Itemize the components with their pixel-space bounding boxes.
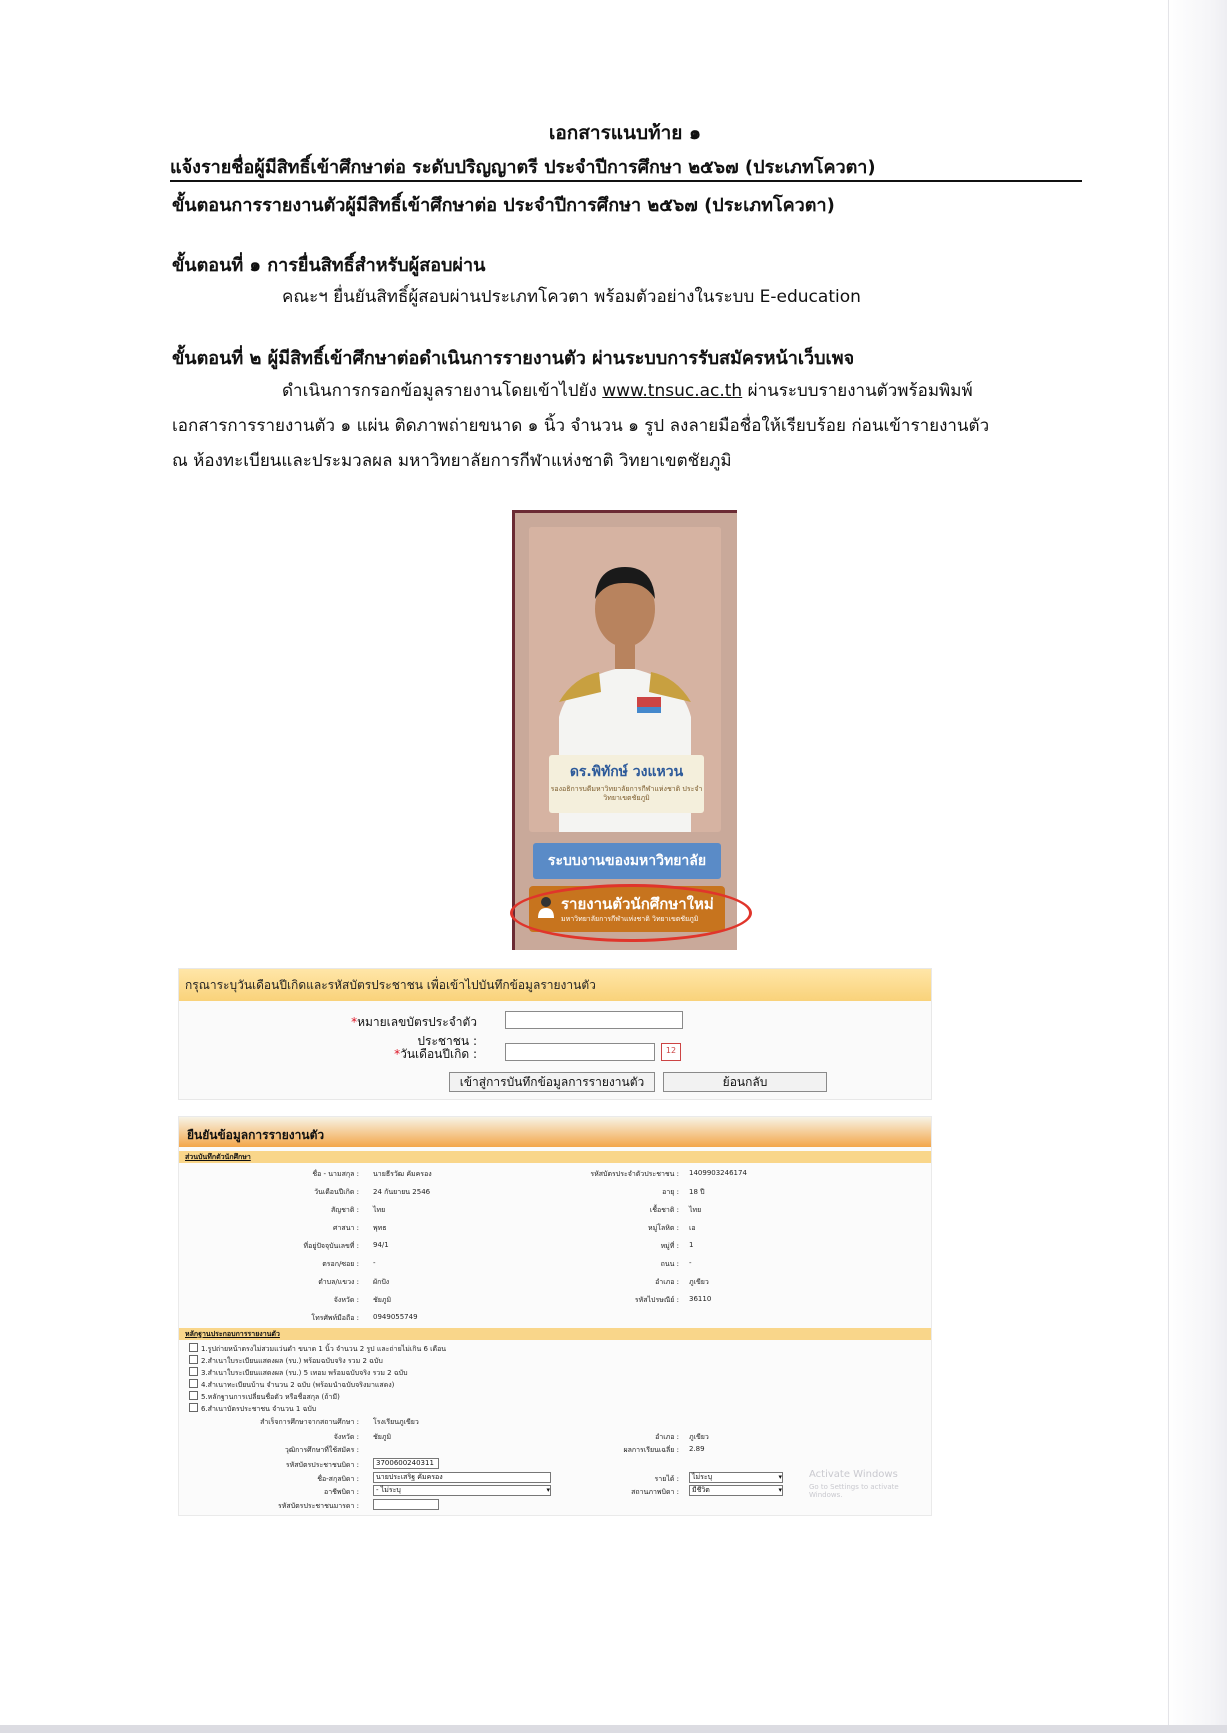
field-value: ไทย xyxy=(373,1206,386,1214)
portrait-photo xyxy=(529,527,721,832)
checkbox[interactable] xyxy=(189,1403,198,1412)
evidence-checkbox-row[interactable] xyxy=(189,1367,408,1379)
mother-id-input[interactable] xyxy=(373,1499,439,1510)
checkbox[interactable] xyxy=(189,1367,198,1376)
step1-text: คณะฯ ยื่นยันสิทธิ์ผู้สอบผ่านประเภทโควตา พร้อมตัวอย่างในระบบ E-education xyxy=(282,287,861,307)
field-value: ภูเขียว xyxy=(689,1278,709,1286)
field-value: ชัยภูมิ xyxy=(373,1296,392,1304)
document-heading: ขั้นตอนการรายงานตัวผู้มีสิทธิ์เข้าศึกษาต่อ ประจำปีการศึกษา ๒๕๖๗ (ประเภทโควตา) xyxy=(172,195,835,216)
confirm-form xyxy=(178,1116,932,1516)
father-id-input[interactable]: 3700600240311 xyxy=(373,1458,439,1469)
field-label: จังหวัด : xyxy=(333,1296,359,1304)
highlight-circle xyxy=(510,884,752,942)
windows-watermark-sub: Go to Settings to activate Windows. xyxy=(809,1483,899,1499)
checkbox-label: 1.รูปถ่ายหน้าตรงไม่สวมแว่นดำ ขนาด 1 นิ้ว จำนวน 2 รูป และถ่ายไม่เกิน 6 เดือน xyxy=(201,1345,447,1353)
school-label: สำเร็จการศึกษาจากสถานศึกษา : xyxy=(260,1418,359,1426)
student-section-header: ส่วนบันทึกตัวนักศึกษา xyxy=(179,1151,931,1163)
person-name-card xyxy=(549,755,704,813)
field-value: เอ xyxy=(689,1224,696,1232)
evidence-checkbox-row[interactable] xyxy=(189,1355,383,1367)
field-value: ไทย xyxy=(689,1206,702,1214)
school-value: โรงเรียนภูเขียว xyxy=(373,1418,419,1426)
field-label: ศาสนา : xyxy=(333,1224,359,1232)
calendar-icon[interactable]: 12 xyxy=(661,1043,681,1061)
field-value: ผักปัง xyxy=(373,1278,390,1286)
field-label: อายุ : xyxy=(662,1188,679,1196)
father-job-select[interactable] xyxy=(373,1485,551,1496)
field-value: นายธีรวัฒ คัมครอง xyxy=(373,1170,432,1178)
step2-line2: เอกสารการรายงานตัว ๑ แผ่น ติดภาพถ่ายขนาด ๑ นิ้ว จำนวน ๑ รูป ลงลายมือชื่อให้เรียบร้อย ก่อนเข้ารายงานตัว xyxy=(172,416,990,436)
field-label: ถนน : xyxy=(660,1260,679,1268)
field-value: 1 xyxy=(689,1241,694,1249)
father-name-label: ชื่อ-สกุลบิดา : xyxy=(317,1475,359,1483)
district-label: อำเภอ : xyxy=(655,1433,679,1441)
evidence-section-header: หลักฐานประกอบการรายงานตัว xyxy=(179,1328,931,1340)
gpa-label: ผลการเรียนเฉลี่ย : xyxy=(623,1446,679,1454)
step2-line1-pre: ดำเนินการกรอกข้อมูลรายงานโดยเข้าไปยัง xyxy=(282,381,597,401)
field-label: โทรศัพท์มือถือ : xyxy=(311,1314,359,1322)
person-caption: รองอธิการบดีมหาวิทยาลัยการกีฬาแห่งชาติ ประจำวิทยาเขตชัยภูมิ xyxy=(550,785,703,802)
checkbox-label: 3.สำเนาใบระเบียนแสดงผล (รบ.) 5 เทอม พร้อมฉบับจริง รวม 2 ฉบับ xyxy=(201,1369,408,1377)
enter-report-button[interactable]: เข้าสู่การบันทึกข้อมูลการรายงานตัว xyxy=(449,1072,655,1092)
chevron-down-icon: ▾ xyxy=(778,1486,782,1494)
field-value: - xyxy=(689,1259,692,1267)
field-label: รหัสไปรษณีย์ : xyxy=(634,1296,679,1304)
person-name: ดร.พิทักษ์ วงแหวน xyxy=(569,764,684,780)
father-name-input[interactable]: นายประเสริฐ คัมครอง xyxy=(373,1472,551,1483)
report-button-label: รายงานตัวนักศึกษาใหม่ xyxy=(561,895,714,913)
field-label: อำเภอ : xyxy=(655,1278,679,1286)
district-value: ภูเขียว xyxy=(689,1433,709,1441)
evidence-checkbox-row[interactable] xyxy=(189,1379,394,1391)
chevron-down-icon: ▾ xyxy=(546,1486,550,1494)
scan-edge xyxy=(1165,0,1227,1733)
required-mark: * xyxy=(394,1047,401,1061)
login-form xyxy=(178,968,932,1100)
evidence-checkbox-row[interactable] xyxy=(189,1403,316,1415)
province-label: จังหวัด : xyxy=(333,1433,359,1441)
field-label: ที่อยู่ปัจจุบันเลขที่ : xyxy=(303,1242,359,1250)
field-value: - xyxy=(373,1259,376,1267)
field-value: 94/1 xyxy=(373,1241,389,1249)
field-value: 36110 xyxy=(689,1295,712,1303)
father-job-value: - ไม่ระบุ xyxy=(376,1486,401,1494)
tnsuc-link[interactable]: www.tnsuc.ac.th xyxy=(602,381,743,401)
province-value: ชัยภูมิ xyxy=(373,1433,392,1441)
field-label: หมู่โลหิต : xyxy=(647,1224,679,1232)
step1-title: ขั้นตอนที่ ๑ การยื่นสิทธิ์สำหรับผู้สอบผ่าน xyxy=(172,255,486,276)
income-select[interactable] xyxy=(689,1472,783,1483)
back-button[interactable]: ย้อนกลับ xyxy=(663,1072,827,1092)
field-label: เชื้อชาติ : xyxy=(649,1206,679,1214)
university-system-label: ระบบงานของมหาวิทยาลัย xyxy=(533,843,721,879)
evidence-checkbox-row[interactable] xyxy=(189,1343,446,1355)
document-title: เอกสารแนบท้าย ๑ xyxy=(548,122,702,144)
field-value: 18 ปี xyxy=(689,1188,705,1196)
mother-id-label: รหัสบัตรประชาชนมารดา : xyxy=(278,1502,359,1510)
dob-label-text: วันเดือนปีเกิด : xyxy=(400,1047,477,1061)
confirm-form-header: ยืนยันข้อมูลการรายงานตัว xyxy=(179,1117,931,1147)
checkbox-label: 5.หลักฐานการเปลี่ยนชื่อตัว หรือชื่อสกุล (ถ้ามี) xyxy=(201,1393,340,1401)
checkbox-label: 4.สำเนาทะเบียนบ้าน จำนวน 2 ฉบับ (พร้อมนำฉบับจริงมาแสดง) xyxy=(201,1381,395,1389)
degree-label: วุฒิการศึกษาที่ใช้สมัคร : xyxy=(284,1446,359,1454)
checkbox[interactable] xyxy=(189,1379,198,1388)
required-mark: * xyxy=(351,1015,358,1029)
father-status-value: มีชีวิต xyxy=(692,1486,710,1494)
login-form-header: กรุณาระบุวันเดือนปีเกิดและรหัสบัตรประชาชน เพื่อเข้าไปบันทึกข้อมูลรายงานตัว xyxy=(179,969,931,1001)
document-subtitle: แจ้งรายชื่อผู้มีสิทธิ์เข้าศึกษาต่อ ระดับปริญญาตรี ประจำปีการศึกษา ๒๕๖๗ (ประเภทโควตา) xyxy=(170,157,876,178)
checkbox[interactable] xyxy=(189,1391,198,1400)
checkbox[interactable] xyxy=(189,1355,198,1364)
step2-line3: ณ ห้องทะเบียนและประมวลผล มหาวิทยาลัยการกีฬาแห่งชาติ วิทยาเขตชัยภูมิ xyxy=(172,451,732,471)
checkbox-label: 6.สำเนาบัตรประชาชน จำนวน 1 ฉบับ xyxy=(201,1405,317,1413)
field-value: 24 กันยายน 2546 xyxy=(373,1188,431,1196)
step2-line1-post: ผ่านระบบรายงานตัวพร้อมพิมพ์ xyxy=(747,381,973,401)
step2-title: ขั้นตอนที่ ๒ ผู้มีสิทธิ์เข้าศึกษาต่อดำเนินการรายงานตัว ผ่านระบบการรับสมัครหน้าเว็บเพจ xyxy=(172,348,855,369)
step2-line1 xyxy=(282,374,973,409)
field-label: ชื่อ - นามสกุล : xyxy=(312,1170,359,1178)
field-label: หมู่ที่ : xyxy=(660,1242,679,1250)
chevron-down-icon: ▾ xyxy=(778,1473,782,1481)
income-value: ไม่ระบุ xyxy=(692,1473,713,1481)
checkbox-label: 2.สำเนาใบระเบียนแสดงผล (รบ.) พร้อมฉบับจริง รวม 2 ฉบับ xyxy=(201,1357,383,1365)
income-label: รายได้ : xyxy=(654,1475,679,1483)
evidence-checkbox-row[interactable] xyxy=(189,1391,340,1403)
field-label: วันเดือนปีเกิด : xyxy=(314,1188,359,1196)
gpa-value: 2.89 xyxy=(689,1445,705,1453)
scan-bottom-edge xyxy=(0,1725,1227,1733)
windows-watermark: Activate Windows xyxy=(809,1469,898,1480)
dob-input[interactable] xyxy=(505,1043,655,1061)
id-label-text: หมายเลขบัตรประจำตัวประชาชน : xyxy=(357,1015,477,1048)
checkbox[interactable] xyxy=(189,1343,198,1352)
father-status-select[interactable] xyxy=(689,1485,783,1496)
father-status-label: สถานภาพบิดา : xyxy=(631,1488,679,1496)
title-rule xyxy=(170,180,1082,182)
citizen-id-input[interactable] xyxy=(505,1011,683,1029)
field-label: ตำบล/แขวง : xyxy=(318,1278,359,1286)
dob-label xyxy=(339,1045,477,1064)
field-label: ตรอก/ซอย : xyxy=(322,1260,359,1268)
field-value: 1409903246174 xyxy=(689,1169,747,1177)
field-value: 0949055749 xyxy=(373,1313,418,1321)
scan-line xyxy=(1168,0,1169,1733)
report-button-sub: มหาวิทยาลัยการกีฬาแห่งชาติ วิทยาเขตชัยภูมิ xyxy=(561,915,699,923)
field-value: พุทธ xyxy=(373,1224,387,1232)
father-job-label: อาชีพบิดา : xyxy=(323,1488,359,1496)
field-label: สัญชาติ : xyxy=(330,1206,359,1214)
father-id-label: รหัสบัตรประชาชนบิดา : xyxy=(285,1461,359,1469)
field-label: รหัสบัตรประจำตัวประชาชน : xyxy=(590,1170,679,1178)
